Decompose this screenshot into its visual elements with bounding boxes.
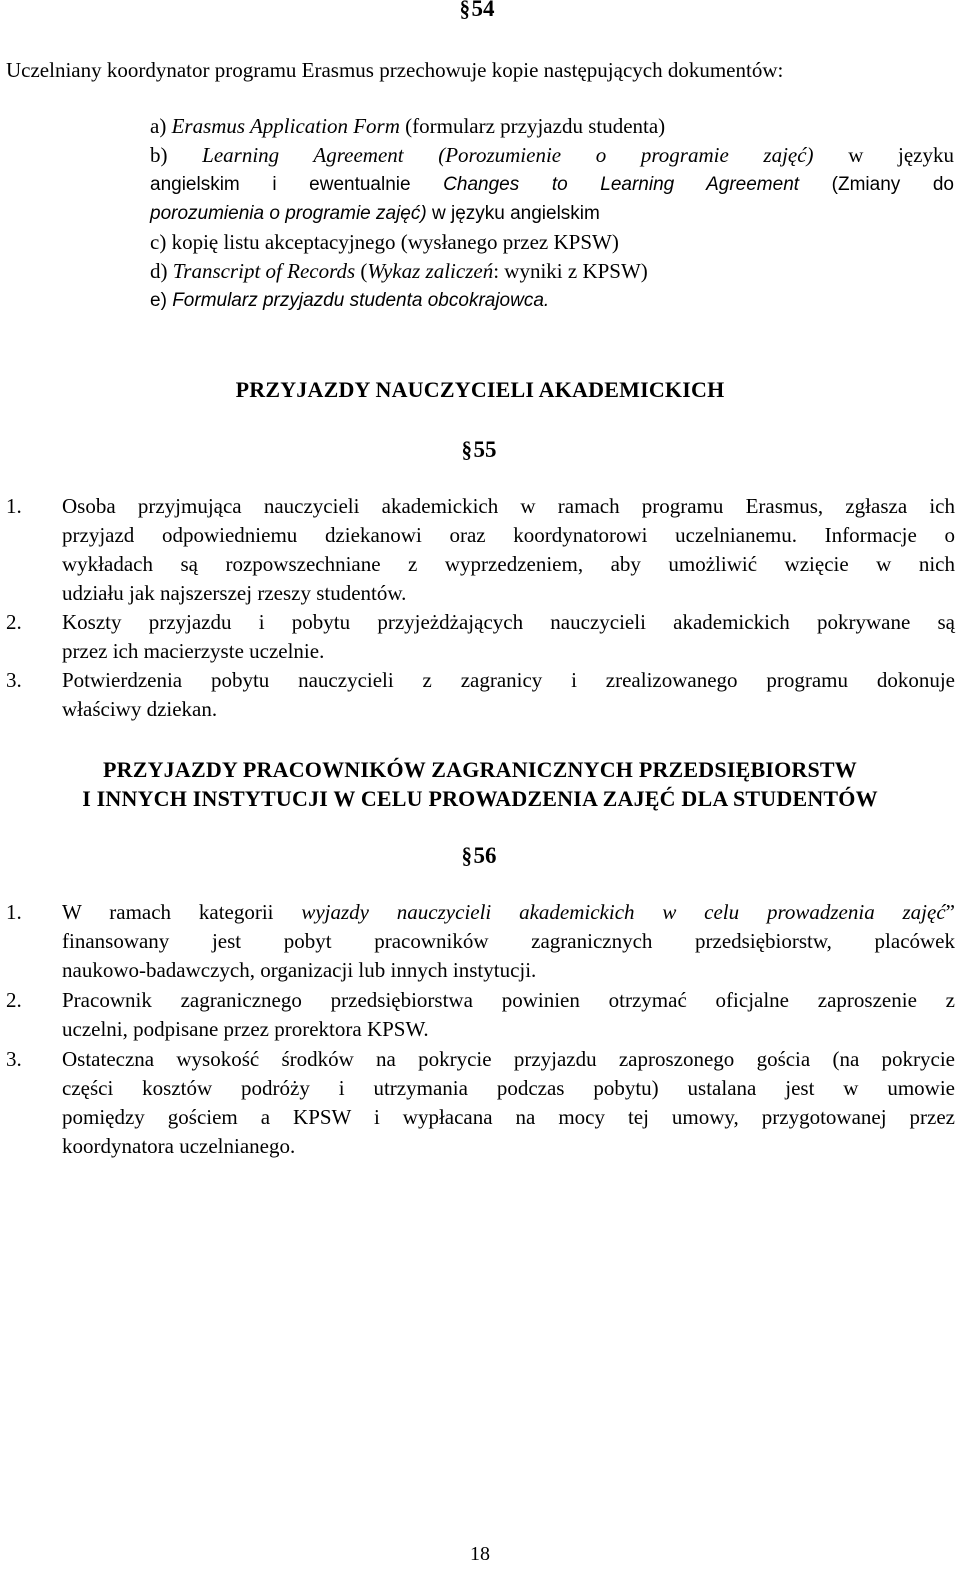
intro-paragraph: Uczelniany koordynator programu Erasmus przechowuje kopie następujących dokumentów: (6, 58, 784, 82)
text-span: w języku angielskim (426, 203, 600, 224)
document-title: Formularz przyjazdu studenta obcokrajowca. (172, 290, 550, 311)
text-line: finansowany jest pobyt pracowników zagranicznych przedsiębiorstw, placówek (62, 929, 955, 953)
text-line: Pracownik zagranicznego przedsiębiorstwa powinien otrzymać oficjalne zaproszenie z (62, 988, 955, 1012)
documents-list (150, 112, 954, 315)
document-title: Learning Agreement (Porozumienie o programie zajęć) (202, 143, 814, 167)
text-line: udziału jak najszerszej rzeszy studentów. (62, 581, 407, 605)
text-line: właściwy dziekan. (62, 697, 218, 721)
text-line: wykładach są rozpowszechniane z wyprzedzeniem, aby umożliwić wzięcie w nich (62, 552, 955, 576)
list-item-d (150, 257, 954, 286)
item-text (62, 666, 955, 724)
text-span: angielskim i ewentualnie (150, 174, 444, 195)
page-number: 18 (470, 1543, 490, 1565)
section-number: 55 (473, 437, 497, 462)
text-line: Osoba przyjmująca nauczycieli akademickich w ramach programu Erasmus, zgłasza ich (62, 494, 955, 518)
document-title: Wykaz zaliczeń (367, 259, 494, 283)
section-55-heading (461, 435, 497, 464)
text-line (62, 898, 955, 927)
document-description: w języku (813, 143, 954, 167)
section-symbol: § (461, 437, 472, 462)
list-item-c: c) kopię listu akceptacyjnego (wysłanego przez KPSW) (150, 230, 619, 254)
section-symbol: § (459, 0, 470, 21)
text-line: koordynatora uczelnianego. (62, 1134, 296, 1158)
list-marker: e) (150, 290, 173, 311)
item-number: 1. (6, 494, 22, 518)
text-line: naukowo-badawczych, organizacji lub innych instytucji. (62, 958, 537, 982)
section-number: 56 (473, 843, 497, 868)
list-marker: a) (150, 114, 172, 138)
item-text (62, 492, 955, 608)
text-span: ( (355, 259, 368, 283)
text-line: uczelni, podpisane przez prorektora KPSW. (62, 1017, 429, 1041)
text-line: Koszty przyjazdu i pobytu przyjeżdżających nauczycieli akademickich pokrywane są (62, 610, 955, 634)
list-item-e (150, 286, 954, 315)
section-54-heading (459, 0, 495, 23)
item-number: 2. (6, 988, 22, 1012)
item-number: 3. (6, 1047, 22, 1071)
document-description: (formularz przyjazdu studenta) (399, 114, 666, 138)
item-number: 3. (6, 668, 22, 692)
heading-foreign-staff-line2: I INNYCH INSTYTUCJI W CELU PROWADZENIA ZAJĘĆ DLA STUDENTÓW (82, 786, 878, 811)
item-text (62, 898, 955, 985)
list-item-b-cont2 (150, 199, 954, 228)
text-line: Ostateczna wysokość środków na pokrycie przyjazdu zaproszonego gościa (na pokrycie (62, 1047, 955, 1071)
text-line: przez ich macierzyste uczelnie. (62, 639, 325, 663)
text-line: części kosztów podróży i utrzymania podczas pobytu) ustalana jest w umowie (62, 1076, 955, 1100)
heading-visiting-academics: PRZYJAZDY NAUCZYCIELI AKADEMICKICH (235, 377, 725, 402)
list-item-a (150, 112, 954, 141)
section-number: 54 (471, 0, 495, 21)
item-number: 2. (6, 610, 22, 634)
text-span: W ramach kategorii (62, 900, 302, 924)
item-text (62, 986, 955, 1044)
text-span: ” (945, 900, 955, 924)
document-title: porozumienia o programie zajęć) (150, 203, 427, 224)
category-name: wyjazdy nauczycieli akademickich w celu prowadzenia zajęć (301, 900, 946, 924)
list-marker: b) (150, 143, 203, 167)
item-number: 1. (6, 900, 22, 924)
text-line: przyjazd odpowiedniemu dziekanowi oraz koordynatorowi uczelnianemu. Informacje o (62, 523, 955, 547)
item-text (62, 608, 955, 666)
text-line: Potwierdzenia pobytu nauczycieli z zagranicy i zrealizowanego programu dokonuje (62, 668, 955, 692)
section-56-heading (461, 841, 497, 870)
list-marker: d) (150, 259, 173, 283)
text-span: : wyniki z KPSW) (493, 259, 648, 283)
item-text (62, 1045, 955, 1161)
document-title: Transcript of Records (172, 259, 356, 283)
section-symbol: § (461, 843, 472, 868)
text-line: pomiędzy gościem a KPSW i wypłacana na mocy tej umowy, przygotowanej przez (62, 1105, 955, 1129)
document-title: Erasmus Application Form (171, 114, 400, 138)
heading-foreign-staff-line1: PRZYJAZDY PRACOWNIKÓW ZAGRANICZNYCH PRZEDSIĘBIORSTW (102, 757, 857, 782)
list-item-b-cont1 (150, 170, 954, 199)
document-title: Changes to Learning Agreement (443, 174, 800, 195)
text-span: (Zmiany do (799, 174, 954, 195)
list-item-b (150, 141, 954, 170)
